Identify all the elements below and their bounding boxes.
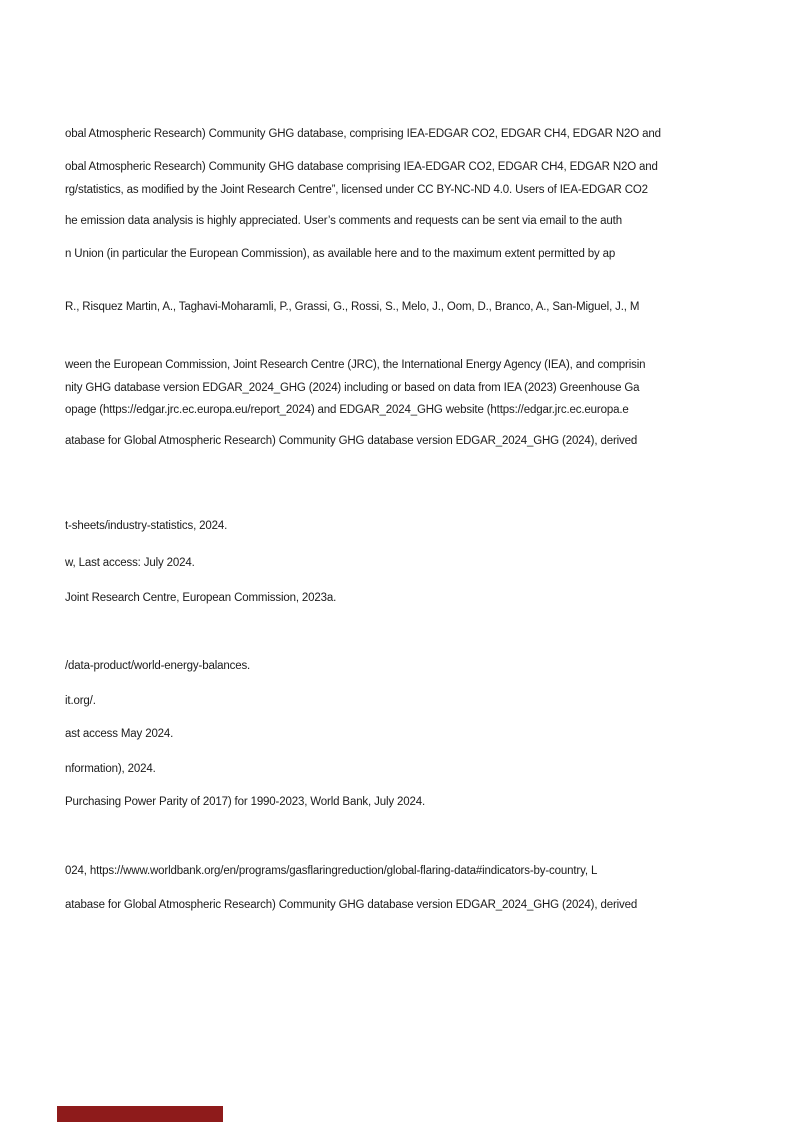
text-line: Purchasing Power Parity of 2017) for 1990-2023, World Bank, July 2024.: [65, 796, 426, 808]
text-line: Joint Research Centre, European Commission, 2023a.: [65, 592, 337, 604]
text-line: atabase for Global Atmospheric Research) Community GHG database version EDGAR_2024_GHG (2024), derived: [65, 435, 638, 447]
text-line: w, Last access: July 2024.: [65, 557, 195, 569]
text-line: he emission data analysis is highly appreciated. User’s comments and requests can be sent via email to the auth: [65, 215, 622, 227]
text-line: 024, https://www.worldbank.org/en/programs/gasflaringreduction/global-flaring-data#indicators-by-country, L: [65, 865, 598, 877]
text-line: opage (https://edgar.jrc.ec.europa.eu/report_2024) and EDGAR_2024_GHG website (https://edgar.jrc.ec.europa.e: [65, 404, 629, 416]
text-line: n Union (in particular the European Commission), as available here and to the maximum extent permitted by ap: [65, 248, 616, 260]
red-footer-bar: [57, 1106, 223, 1122]
text-line: it.org/.: [65, 695, 96, 707]
text-line: rg/statistics, as modified by the Joint Research Centre”, licensed under CC BY-NC-ND 4.0. Users of IEA-EDGAR CO2: [65, 184, 648, 196]
text-line: ween the European Commission, Joint Research Centre (JRC), the International Energy Agency (IEA), and comprisin: [65, 359, 646, 371]
text-line: obal Atmospheric Research) Community GHG database comprising IEA-EDGAR CO2, EDGAR CH4, EDGAR N2O and: [65, 161, 658, 173]
text-line: R., Risquez Martin, A., Taghavi-Moharamli, P., Grassi, G., Rossi, S., Melo, J., Oom, D., Branco, A., San-Miguel, J., M: [65, 301, 640, 313]
text-line: nity GHG database version EDGAR_2024_GHG (2024) including or based on data from IEA (2023) Greenhouse Ga: [65, 382, 640, 394]
text-line: ast access May 2024.: [65, 728, 174, 740]
text-line: nformation), 2024.: [65, 763, 156, 775]
text-line: /data-product/world-energy-balances.: [65, 660, 251, 672]
text-line: atabase for Global Atmospheric Research) Community GHG database version EDGAR_2024_GHG (2024), derived: [65, 899, 638, 911]
text-line: t-sheets/industry-statistics, 2024.: [65, 520, 228, 532]
text-line: obal Atmospheric Research) Community GHG database, comprising IEA-EDGAR CO2, EDGAR CH4, EDGAR N2O and: [65, 128, 661, 140]
